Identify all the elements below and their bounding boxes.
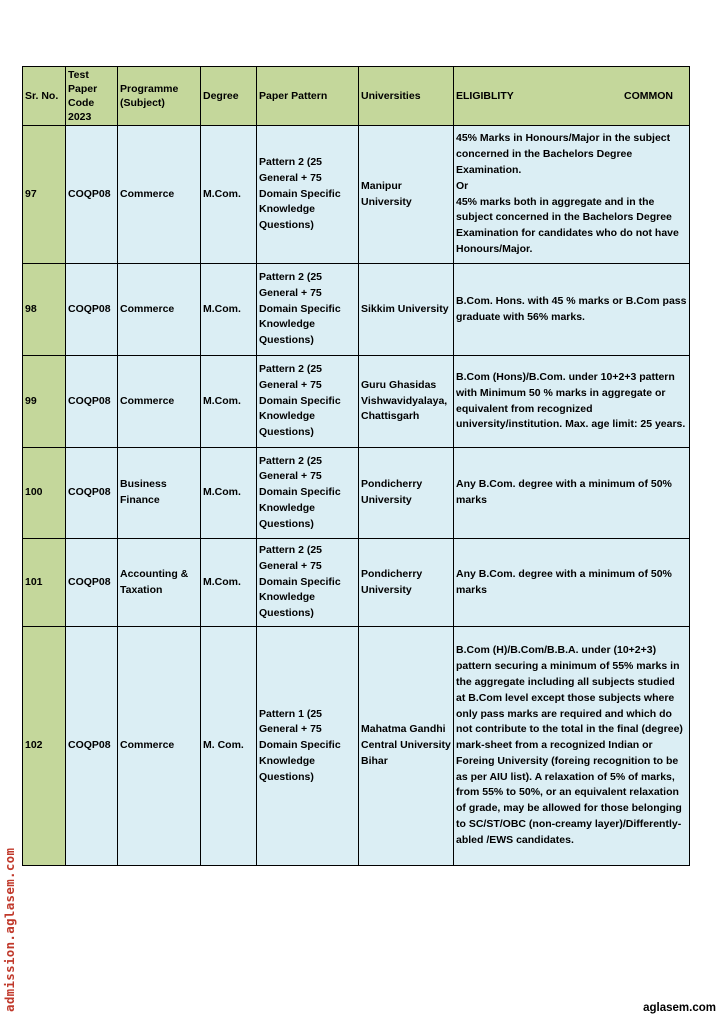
header-common-label: COMMON [624,90,673,102]
university-cell: Pondicherry University [359,448,454,539]
header-paper-code: Test Paper Code 2023 [66,67,118,126]
header-paper-pattern: Paper Pattern [257,67,359,126]
eligibility-cell: B.Com (Hons)/B.Com. under 10+2+3 pattern with Minimum 50 % marks in aggregate or equivalent from recognized university/institution. Max. age limit: 25 years. [454,356,690,448]
table-row [23,264,690,356]
sr-no-cell: 97 [23,126,66,264]
paper-pattern-cell: Pattern 2 (25 General + 75 Domain Specific Knowledge Questions) [257,264,359,356]
table-row [23,356,690,448]
paper-code-cell: COQP08 [66,539,118,627]
eligibility-cell: B.Com. Hons. with 45 % marks or B.Com pass graduate with 56% marks. [454,264,690,356]
table-row [23,448,690,539]
eligibility-table [22,66,690,866]
paper-pattern-cell: Pattern 2 (25 General + 75 Domain Specific Knowledge Questions) [257,448,359,539]
header-sr-no: Sr. No. [23,67,66,126]
sr-no-cell: 102 [23,627,66,866]
table-row [23,627,690,866]
paper-pattern-cell: Pattern 2 (25 General + 75 Domain Specific Knowledge Questions) [257,356,359,448]
paper-pattern-cell: Pattern 2 (25 General + 75 Domain Specific Knowledge Questions) [257,126,359,264]
university-cell: Pondicherry University [359,539,454,627]
sr-no-cell: 100 [23,448,66,539]
programme-cell: Commerce [118,126,201,264]
sr-no-cell: 99 [23,356,66,448]
paper-code-cell: COQP08 [66,126,118,264]
header-eligibility [454,67,690,126]
paper-code-cell: COQP08 [66,448,118,539]
header-programme: Programme (Subject) [118,67,201,126]
paper-code-cell: COQP08 [66,627,118,866]
paper-pattern-cell: Pattern 2 (25 General + 75 Domain Specific Knowledge Questions) [257,539,359,627]
eligibility-cell: B.Com (H)/B.Com/B.B.A. under (10+2+3) pattern securing a minimum of 55% marks in the aggregate including all subjects studied at B.Com level except those subjects where only pass marks are required and which do not contribute to the total in the final (degree) mark-sheet from a recognized Indian or Foreing University (foreing recognition to be as per AIU list). A relaxation of 5% of marks, from 55% to 50%, or an equivalent relaxation of grade, may be allowed for those belonging to SC/ST/OBC (non-creamy layer)/Differently-abled /EWS candidates. [454,627,690,866]
programme-cell: Commerce [118,356,201,448]
degree-cell: M.Com. [201,126,257,264]
header-degree: Degree [201,67,257,126]
header-eligibility-label: ELIGIBLITY [456,90,514,102]
header-row [23,67,690,126]
university-cell: Manipur University [359,126,454,264]
university-cell: Sikkim University [359,264,454,356]
programme-cell: Commerce [118,627,201,866]
paper-code-cell: COQP08 [66,356,118,448]
degree-cell: M.Com. [201,539,257,627]
table-row [23,539,690,627]
header-universities: Universities [359,67,454,126]
table-row [23,126,690,264]
sr-no-cell: 98 [23,264,66,356]
eligibility-cell: 45% Marks in Honours/Major in the subject concerned in the Bachelors Degree Examination. Or 45% marks both in aggregate and in the subject concerned in the Bachelors Degree Examination for candidates who do not have Honours/Major. [454,126,690,264]
degree-cell: M.Com. [201,356,257,448]
side-watermark: admission.aglasem.com [2,847,17,1012]
eligibility-cell: Any B.Com. degree with a minimum of 50% marks [454,448,690,539]
sr-no-cell: 101 [23,539,66,627]
programme-cell: Accounting & Taxation [118,539,201,627]
programme-cell: Commerce [118,264,201,356]
university-cell: Guru Ghasidas Vishwavidyalaya, Chattisgarh [359,356,454,448]
university-cell: Mahatma Gandhi Central University Bihar [359,627,454,866]
degree-cell: M.Com. [201,264,257,356]
footer-watermark: aglasem.com [643,1002,716,1014]
eligibility-cell: Any B.Com. degree with a minimum of 50% marks [454,539,690,627]
degree-cell: M.Com. [201,448,257,539]
paper-pattern-cell: Pattern 1 (25 General + 75 Domain Specific Knowledge Questions) [257,627,359,866]
degree-cell: M. Com. [201,627,257,866]
paper-code-cell: COQP08 [66,264,118,356]
programme-cell: Business Finance [118,448,201,539]
